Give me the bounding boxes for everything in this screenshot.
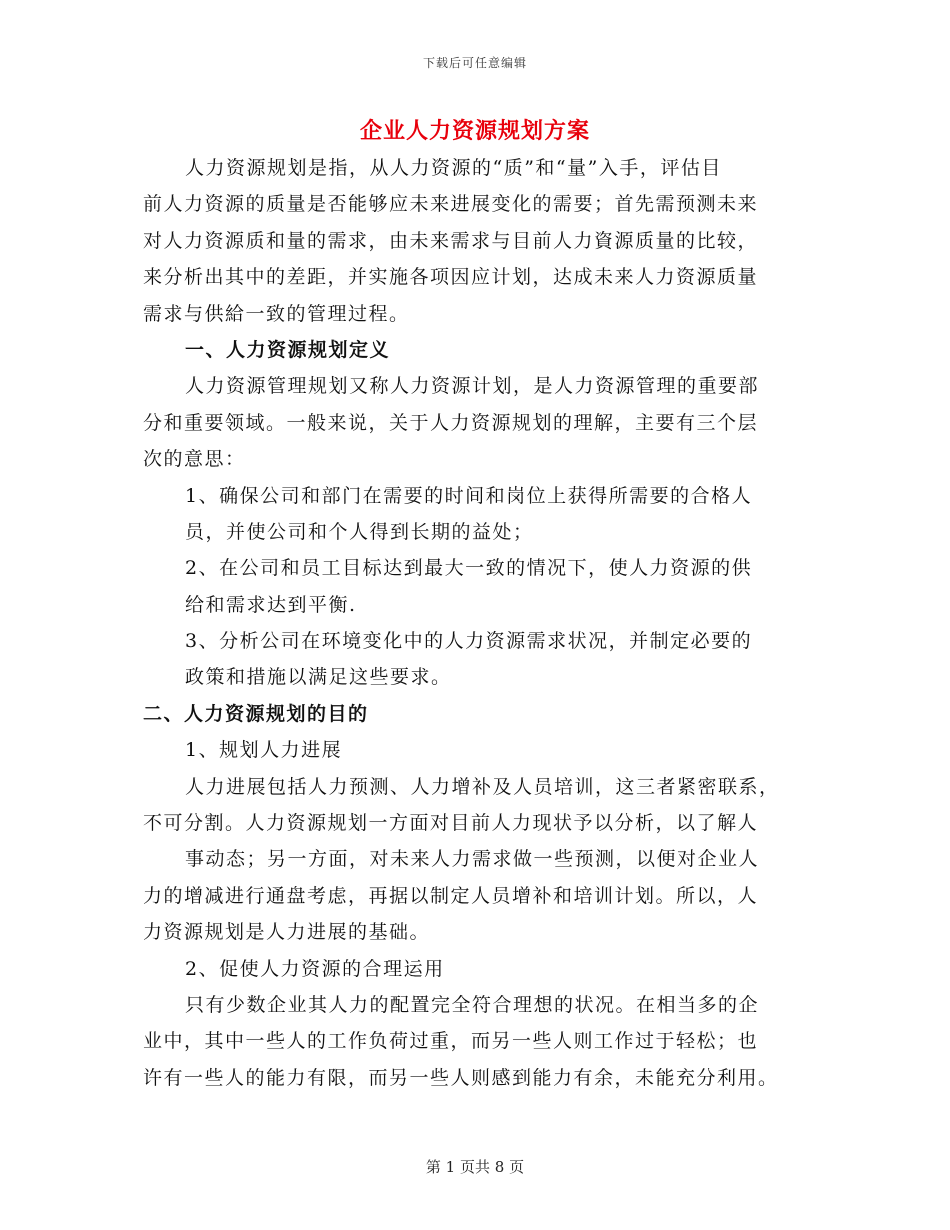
paragraph-line: 3、分析公司在环境变化中的人力资源需求状况，并制定必要的 [185,630,753,653]
document-title: 企业人力资源规划方案 [359,118,590,144]
paragraph-line: 分和重要领域。一般来说，关于人力资源规划的理解，主要有三个层 [143,411,759,434]
paragraph-line: 不可分割。人力资源规划一方面对目前人力现状予以分析，以了解人 [143,812,759,835]
header-note: 下载后可任意编辑 [422,56,527,70]
section-heading: 二、人力资源规划的目的 [143,702,369,725]
paragraph-line: 1、确保公司和部门在需要的时间和岗位上获得所需要的合格人 [185,484,753,507]
paragraph-line: 人力进展包括人力预测、人力增补及人员培训，这三者紧密联系， [185,775,780,798]
document-body [143,150,803,1096]
paragraph-line: 对人力资源质和量的需求，由未来需求与目前人力資源质量的比较， [143,229,759,252]
paragraph-line: 事动态；另一方面，对未来人力需求做一些预测，以便对企业人 [185,848,760,871]
section-heading: 一、人力资源规划定义 [185,338,391,361]
paragraph-line: 次的意思： [143,448,246,471]
paragraph-line: 政策和措施以满足这些要求。 [185,666,452,689]
paragraph-line: 力的增减进行通盘考虑，再据以制定人员增补和培训计划。所以，人 [143,884,759,907]
paragraph-line: 人力资源管理规划又称人力资源计划，是人力资源管理的重要部 [185,375,760,398]
paragraph-line: 需求与供給一致的管理过程。 [143,302,410,325]
paragraph-line: 给和需求达到平衡. [185,593,357,616]
paragraph-line: 只有少数企业其人力的配置完全符合理想的状况。在相当多的企 [185,993,760,1016]
paragraph-line: 业中，其中一些人的工作负荷过重，而另一些人则工作过于轻松；也 [143,1030,759,1053]
paragraph-line: 员，并使公司和个人得到长期的益处； [185,520,534,543]
paragraph-line: 2、在公司和员工目标达到最大一致的情况下，使人力资源的供 [185,557,753,580]
paragraph-line: 力资源规划是人力进展的基础。 [143,921,431,944]
paragraph-line: 许有一些人的能力有限，而另一些人则感到能力有余，未能充分利用。 [143,1066,779,1089]
paragraph-line: 2、促使人力资源的合理运用 [185,957,445,980]
paragraph-line: 前人力资源的质量是否能够应未来进展变化的需要；首先需预测未来 [143,193,759,216]
paragraph-line: 1、规划人力进展 [185,739,343,762]
paragraph-line: 人力资源规划是指，从人力资源的“质”和“量”入手，评估目 [185,157,722,179]
page-number: 第 1 页共 8 页 [425,1158,525,1176]
paragraph-line: 来分析出其中的差距，并实施各项因应计划，达成未来人力资源质量 [143,266,759,289]
